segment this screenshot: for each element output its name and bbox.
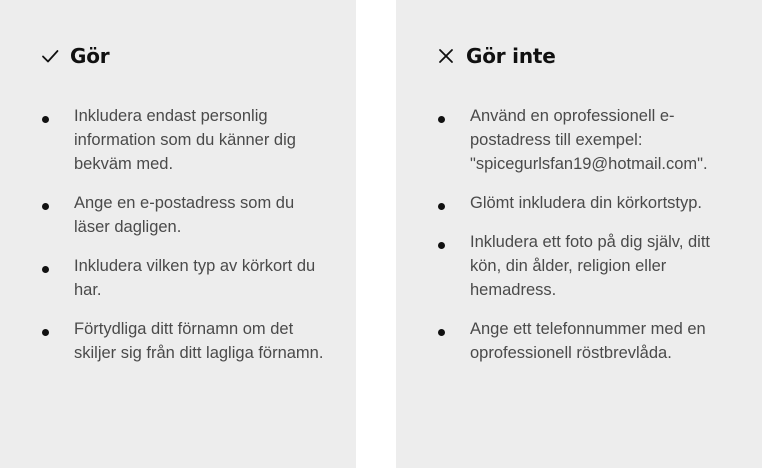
- list-item-text: Ange en e-postadress som du läser dagligen.: [74, 194, 295, 236]
- bullet-icon: [438, 329, 445, 336]
- bullet-icon: [42, 329, 49, 336]
- bullet-icon: [438, 116, 445, 123]
- list-item: [40, 104, 330, 176]
- list-item: [436, 191, 736, 215]
- list-item: [436, 104, 736, 176]
- do-title: Gör: [70, 44, 110, 68]
- bullet-icon: [42, 116, 49, 123]
- bullet-icon: [438, 242, 445, 249]
- list-item-text: Inkludera endast personlig information som du känner dig bekväm med.: [74, 107, 296, 173]
- list-item-text: Glömt inkludera din körkortstyp.: [470, 194, 703, 212]
- dont-panel: [396, 0, 762, 468]
- dont-title: Gör inte: [466, 44, 556, 68]
- list-item-text: Använd en oprofessionell e-postadress till exempel: "spicegurlsfan19@hotmail.com".: [470, 107, 708, 173]
- dont-heading: [436, 44, 556, 68]
- cross-icon: [436, 46, 456, 66]
- list-item: [40, 191, 330, 239]
- bullet-icon: [42, 266, 49, 273]
- do-list: [40, 104, 330, 380]
- list-item-text: Inkludera ett foto på dig själv, ditt kön, din ålder, religion eller hemadress.: [470, 233, 710, 299]
- list-item-text: Förtydliga ditt förnamn om det skiljer sig från ditt lagliga förnamn.: [74, 320, 324, 362]
- list-item: [40, 254, 330, 302]
- bullet-icon: [438, 203, 445, 210]
- list-item: [436, 317, 736, 365]
- list-item: [40, 317, 330, 365]
- list-item: [436, 230, 736, 302]
- checkmark-icon: [40, 46, 60, 66]
- bullet-icon: [42, 203, 49, 210]
- list-item-text: Ange ett telefonnummer med en oprofessionell röstbrevlåda.: [470, 320, 706, 362]
- do-panel: [0, 0, 356, 468]
- do-heading: [40, 44, 109, 68]
- dont-list: [436, 104, 736, 380]
- list-item-text: Inkludera vilken typ av körkort du har.: [74, 257, 316, 299]
